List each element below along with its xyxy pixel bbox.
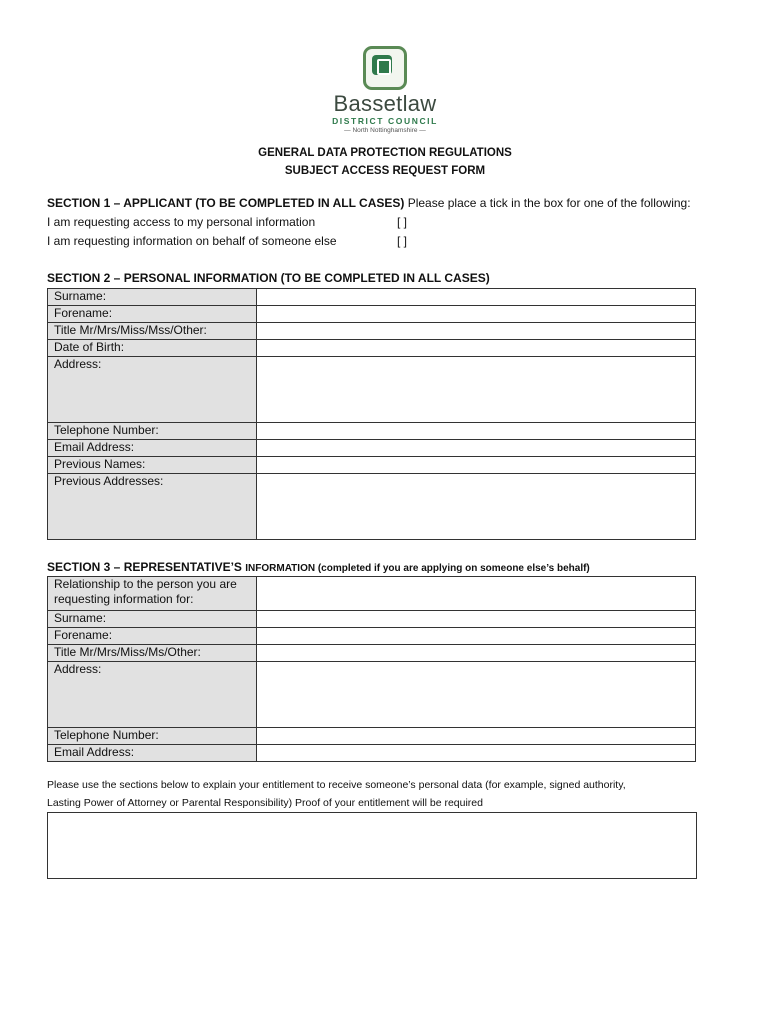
entitlement-textarea[interactable] (47, 812, 697, 879)
section1-instruction: Please place a tick in the box for one of the following: (404, 196, 691, 210)
previous-names-label: Previous Names: (48, 457, 257, 474)
logo-tagline: — North Nottinghamshire — (344, 127, 426, 134)
dob-label: Date of Birth: (48, 340, 257, 357)
section3-heading-row (47, 560, 590, 574)
section1-heading-row (47, 196, 691, 210)
telephone-label: Telephone Number: (48, 423, 257, 440)
form-title-line2: SUBJECT ACCESS REQUEST FORM (284, 165, 486, 177)
email-label: Email Address: (48, 440, 257, 457)
previous-addresses-label: Previous Addresses: (48, 474, 257, 540)
rep-forename-field[interactable] (257, 628, 696, 645)
email-field[interactable] (257, 440, 696, 457)
rep-address-label: Address: (48, 662, 257, 728)
section2-heading: SECTION 2 – PERSONAL INFORMATION (TO BE COMPLETED IN ALL CASES) (47, 271, 490, 285)
rep-email-label: Email Address: (48, 745, 257, 762)
rep-telephone-field[interactable] (257, 728, 696, 745)
rep-email-field[interactable] (257, 745, 696, 762)
previous-names-field[interactable] (257, 457, 696, 474)
rep-title-field[interactable] (257, 645, 696, 662)
council-emblem-icon (363, 46, 407, 90)
council-logo (325, 46, 445, 136)
surname-label: Surname: (48, 289, 257, 306)
previous-addresses-field[interactable] (257, 474, 696, 540)
rep-forename-label: Forename: (48, 628, 257, 645)
surname-field[interactable] (257, 289, 696, 306)
entitlement-text-line2: Lasting Power of Attorney or Parental Responsibility) Proof of your entitlement will be required (47, 797, 483, 809)
option-own-info-checkbox[interactable]: [ ] (397, 215, 408, 229)
address-label: Address: (48, 357, 257, 423)
rep-telephone-label: Telephone Number: (48, 728, 257, 745)
representative-info-table (47, 576, 696, 762)
relationship-label: Relationship to the person you are requesting information for: (48, 577, 257, 611)
section1-heading: SECTION 1 – APPLICANT (TO BE COMPLETED IN ALL CASES) (47, 196, 405, 210)
title-field[interactable] (257, 323, 696, 340)
form-title-line1: GENERAL DATA PROTECTION REGULATIONS (258, 147, 512, 159)
dob-field[interactable] (257, 340, 696, 357)
option-behalf-label: I am requesting information on behalf of someone else (47, 234, 337, 248)
option-behalf-checkbox[interactable]: [ ] (397, 234, 408, 248)
forename-field[interactable] (257, 306, 696, 323)
forename-label: Forename: (48, 306, 257, 323)
title-label: Title Mr/Mrs/Miss/Mss/Other: (48, 323, 257, 340)
logo-brand: Bassetlaw (333, 91, 437, 116)
relationship-field[interactable] (257, 577, 696, 611)
rep-surname-label: Surname: (48, 611, 257, 628)
rep-address-field[interactable] (257, 662, 696, 728)
address-field[interactable] (257, 357, 696, 423)
telephone-field[interactable] (257, 423, 696, 440)
rep-title-label: Title Mr/Mrs/Miss/Ms/Other: (48, 645, 257, 662)
logo-subtitle: DISTRICT COUNCIL (332, 116, 438, 126)
personal-info-table (47, 288, 696, 540)
option-own-info-label: I am requesting access to my personal information (47, 215, 316, 229)
section3-heading-detail: INFORMATION (completed if you are applying on someone else’s behalf) (245, 563, 590, 574)
section3-heading: SECTION 3 – REPRESENTATIVE’S (47, 560, 246, 574)
rep-surname-field[interactable] (257, 611, 696, 628)
entitlement-text-line1: Please use the sections below to explain your entitlement to receive someone’s personal data (for example, signed authority, (47, 779, 626, 791)
